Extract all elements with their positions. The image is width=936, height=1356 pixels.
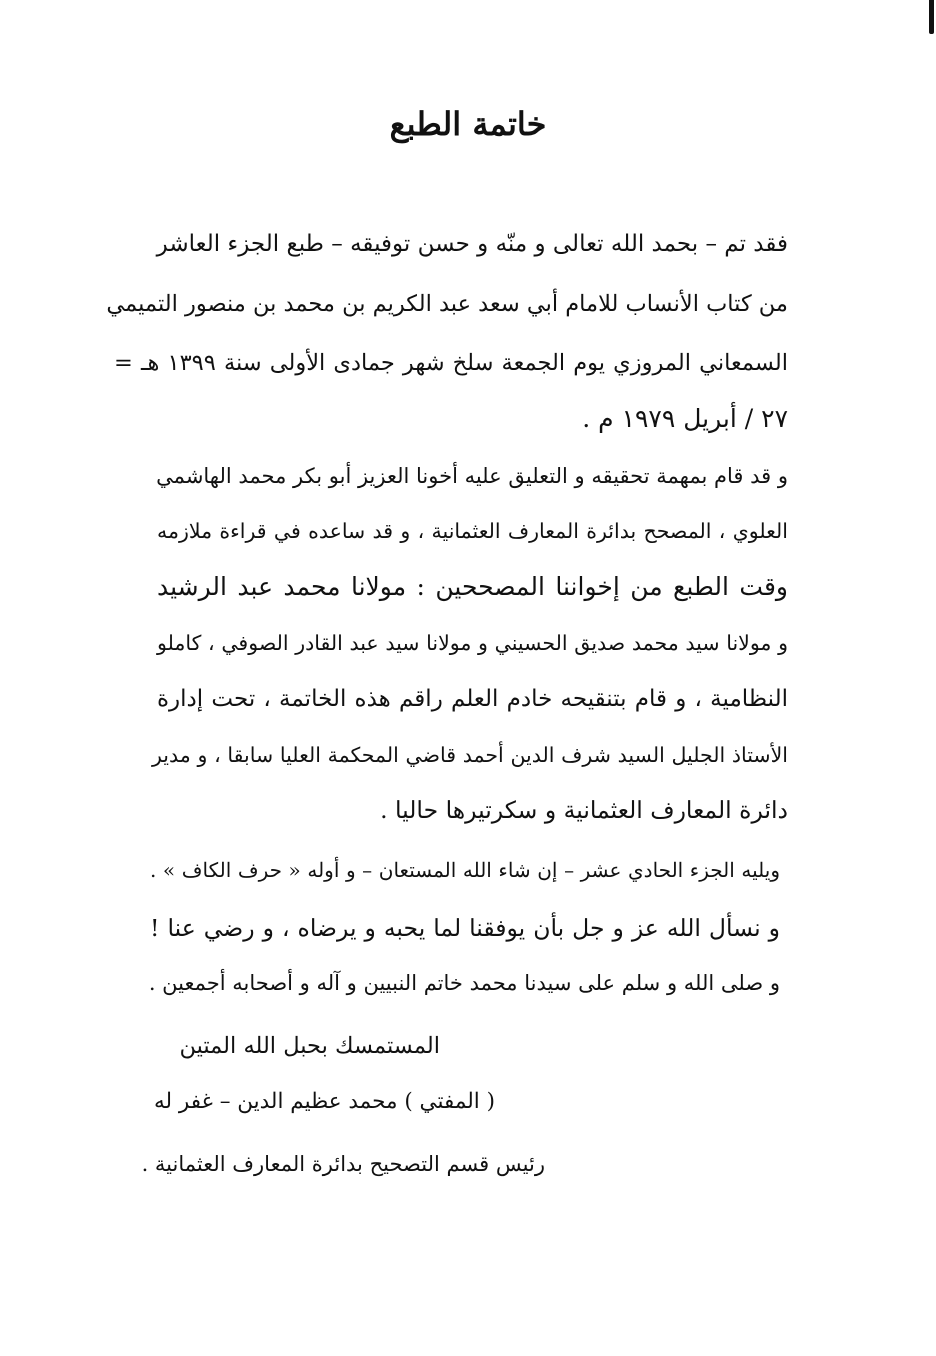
paragraph-2-line-4: و مولانا سيد محمد صديق الحسيني و مولانا سيد عبد القادر الصوفي ، كاملو [157, 631, 788, 655]
signature-line-1: المستمسك بحبل الله المتين [179, 1033, 440, 1059]
paragraph-2-line-3: وقت الطبع من إخواننا المصححين : مولانا محمد عبد الرشيد [157, 572, 788, 601]
paragraph-1-line-1: فقد تم – بحمد الله تعالى و منّه و حسن توفيقه – طبع الجزء العاشر [156, 231, 788, 257]
paragraph-2-line-5: النظامية ، و قام بتنقيحه خادم العلم راقم هذه الخاتمة ، تحت إدارة [157, 686, 788, 712]
paragraph-2-line-1: و قد قام بمهمة تحقيقه و التعليق عليه أخونا العزيز أبو بكر محمد الهاشمي [156, 464, 788, 488]
paragraph-2-line-7: دائرة المعارف العثمانية و سكرتيرها حاليا . [380, 796, 788, 824]
paragraph-3-line-3: و صلى الله و سلم على سيدنا محمد خاتم النبيين و آله و أصحابه أجمعين . [148, 971, 780, 995]
paragraph-3-line-2: و نسأل الله عز و جل بأن يوفقنا لما يحبه و يرضاه ، و رضي عنا ! [150, 914, 780, 942]
scan-edge-mark [929, 0, 934, 34]
paragraph-1-line-2: من كتاب الأنساب للامام أبي سعد عبد الكريم بن محمد بن منصور التميمي [106, 291, 788, 317]
signature-line-2: ( المفتي ) محمد عظيم الدين – غفر له [153, 1089, 495, 1114]
signature-line-3: رئيس قسم التصحيح بدائرة المعارف العثمانية . [141, 1152, 545, 1176]
paragraph-2-line-2: العلوي ، المصحح بدائرة المعارف العثمانية ، و قد ساعده في قراءة ملازمه [157, 519, 788, 543]
page-title: خاتمة الطبع [389, 105, 547, 143]
paragraph-1-line-4: ٢٧ / أبريل ١٩٧٩ م . [582, 404, 788, 433]
paragraph-2-line-6: الأستاذ الجليل السيد شرف الدين أحمد قاضي المحكمة العليا سابقا ، و مدير [152, 743, 788, 767]
paragraph-3-line-1: ويليه الجزء الحادي عشر – إن شاء الله المستعان – و أوله « حرف الكاف » . [150, 858, 780, 882]
paragraph-1-line-3: السمعاني المروزي يوم الجمعة سلخ شهر جمادى الأولى سنة ١٣٩٩ هـ = [114, 350, 789, 376]
